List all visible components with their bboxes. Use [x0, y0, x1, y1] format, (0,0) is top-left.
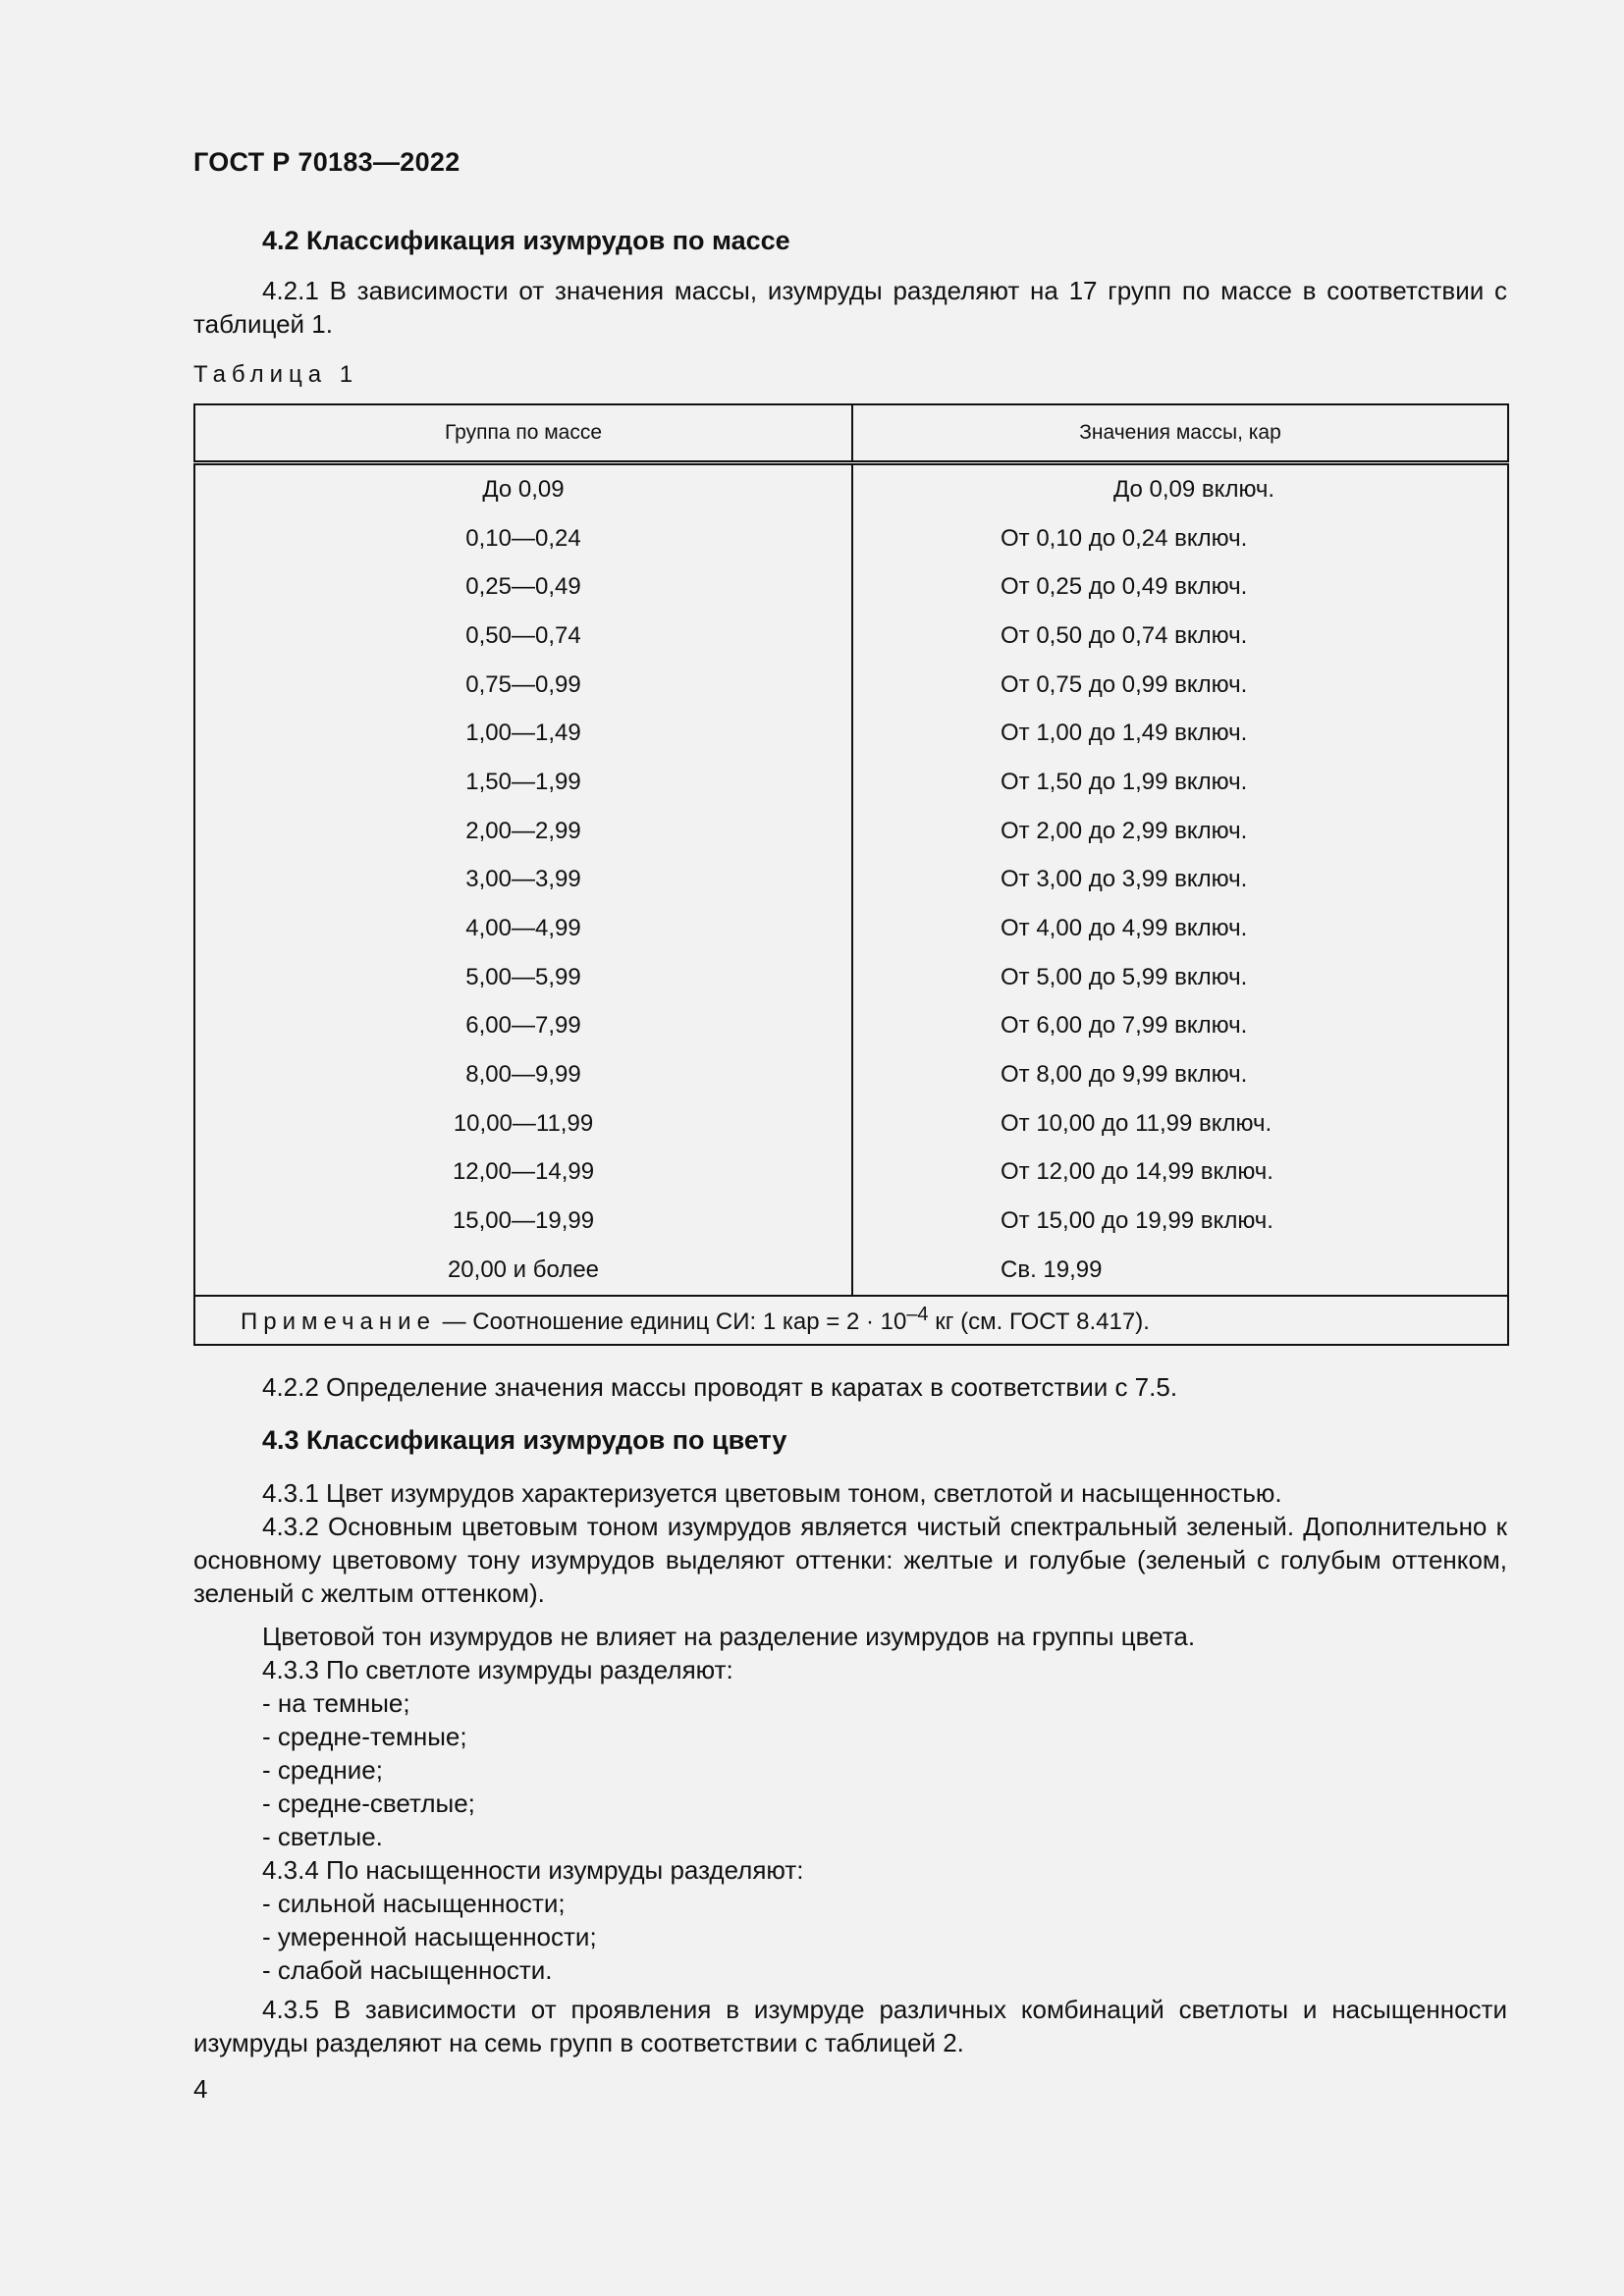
mass-group-cell: 2,00—2,99 [194, 807, 852, 856]
section-title-4-3: 4.3 Классификация изумрудов по цвету [262, 1425, 787, 1455]
lightness-item: - средне-светлые; [262, 1789, 475, 1818]
table-caption: Таблица 1 [193, 361, 359, 388]
note-text-before: — Соотношение единиц СИ: 1 кар = 2 · 10 [435, 1308, 907, 1336]
header-mass-values: Значения массы, кар [852, 404, 1508, 463]
mass-value-cell: От 3,00 до 3,99 включ. [852, 856, 1508, 905]
mass-groups-table [193, 403, 1509, 1346]
mass-value-cell: От 10,00 до 11,99 включ. [852, 1099, 1508, 1148]
mass-value-cell: От 5,00 до 5,99 включ. [852, 953, 1508, 1002]
mass-group-cell: 1,50—1,99 [194, 758, 852, 807]
lightness-item: - средне-темные; [262, 1722, 467, 1751]
mass-value-cell: От 0,50 до 0,74 включ. [852, 612, 1508, 661]
note-exponent: –4 [906, 1304, 929, 1326]
table-row [194, 463, 1508, 514]
section-title-4-2: 4.2 Классификация изумрудов по массе [262, 226, 790, 255]
mass-group-cell: 10,00—11,99 [194, 1099, 852, 1148]
mass-value-cell: От 0,75 до 0,99 включ. [852, 661, 1508, 710]
table-row [194, 904, 1508, 953]
mass-value-cell: От 1,00 до 1,49 включ. [852, 709, 1508, 758]
saturation-item: - сильной насыщенности; [262, 1889, 566, 1918]
mass-group-cell: 6,00—7,99 [194, 1002, 852, 1051]
table-row [194, 953, 1508, 1002]
table-row [194, 1050, 1508, 1099]
mass-group-cell: 5,00—5,99 [194, 953, 852, 1002]
page-number: 4 [193, 2074, 208, 2104]
mass-group-cell: До 0,09 [194, 463, 852, 514]
table-row [194, 612, 1508, 661]
table-header-row [194, 404, 1508, 463]
table-row [194, 807, 1508, 856]
table-row [194, 514, 1508, 563]
mass-value-cell: От 0,10 до 0,24 включ. [852, 514, 1508, 563]
note-label: Примечание [241, 1308, 436, 1336]
mass-group-cell: 0,10—0,24 [194, 514, 852, 563]
table-row [194, 661, 1508, 710]
mass-value-cell: От 15,00 до 19,99 включ. [852, 1197, 1508, 1246]
paragraph-4-3-3: 4.3.3 По светлоте изумруды разделяют: [262, 1655, 733, 1684]
table-row [194, 1246, 1508, 1296]
mass-value-cell: От 6,00 до 7,99 включ. [852, 1002, 1508, 1051]
mass-value-cell: От 2,00 до 2,99 включ. [852, 807, 1508, 856]
lightness-item: - на темные; [262, 1688, 410, 1718]
table-row [194, 562, 1508, 612]
mass-value-cell: От 1,50 до 1,99 включ. [852, 758, 1508, 807]
mass-value-cell: До 0,09 включ. [852, 463, 1508, 514]
lightness-item: - средние; [262, 1755, 383, 1785]
mass-group-cell: 12,00—14,99 [194, 1148, 852, 1198]
mass-group-cell: 8,00—9,99 [194, 1050, 852, 1099]
paragraph-4-3-4: 4.3.4 По насыщенности изумруды разделяют: [262, 1855, 804, 1885]
saturation-item: - слабой насыщенности. [262, 1955, 553, 1985]
mass-value-cell: От 4,00 до 4,99 включ. [852, 904, 1508, 953]
mass-group-cell: 15,00—19,99 [194, 1197, 852, 1246]
lightness-item: - светлые. [262, 1822, 383, 1851]
mass-value-cell: Св. 19,99 [852, 1246, 1508, 1296]
mass-group-cell: 1,00—1,49 [194, 709, 852, 758]
paragraph-4-3-5: 4.3.5 В зависимости от проявления в изумруде различных комбинаций светлоты и насыщенности изумруды разделяют на семь групп в соответствии с таблицей 2. [193, 1995, 1507, 2057]
table-row [194, 1148, 1508, 1198]
table-note [194, 1296, 1508, 1345]
paragraph-4-3-1: 4.3.1 Цвет изумрудов характеризуется цветовым тоном, светлотой и насыщенностью. [262, 1478, 1282, 1508]
paragraph-4-3-2: 4.3.2 Основным цветовым тоном изумрудов является чистый спектральный зеленый. Дополнительно к основному цветовому тону изумрудов выделяют оттенки: желтые и голубые (зеленый с голубым оттенком, зеленый с желтым оттенком). [193, 1512, 1507, 1608]
table-row [194, 1197, 1508, 1246]
document-header: ГОСТ Р 70183—2022 [193, 147, 460, 177]
note-text-after: кг (см. ГОСТ 8.417). [928, 1308, 1150, 1336]
saturation-item: - умеренной насыщенности; [262, 1922, 597, 1951]
paragraph-color-tone: Цветовой тон изумрудов не влияет на разделение изумрудов на группы цвета. [262, 1622, 1196, 1651]
mass-group-cell: 0,75—0,99 [194, 661, 852, 710]
table-row [194, 856, 1508, 905]
mass-group-cell: 20,00 и более [194, 1246, 852, 1296]
table-note-row [194, 1296, 1508, 1345]
table-row [194, 758, 1508, 807]
table-row [194, 709, 1508, 758]
mass-group-cell: 4,00—4,99 [194, 904, 852, 953]
paragraph-4-2-1: 4.2.1 В зависимости от значения массы, изумруды разделяют на 17 групп по массе в соответствии с таблицей 1. [193, 276, 1507, 339]
mass-value-cell: От 8,00 до 9,99 включ. [852, 1050, 1508, 1099]
mass-group-cell: 0,25—0,49 [194, 562, 852, 612]
mass-group-cell: 0,50—0,74 [194, 612, 852, 661]
mass-group-cell: 3,00—3,99 [194, 856, 852, 905]
mass-value-cell: От 0,25 до 0,49 включ. [852, 562, 1508, 612]
table-row [194, 1099, 1508, 1148]
header-mass-group: Группа по массе [194, 404, 852, 463]
mass-value-cell: От 12,00 до 14,99 включ. [852, 1148, 1508, 1198]
paragraph-4-2-2: 4.2.2 Определение значения массы проводят в каратах в соответствии с 7.5. [262, 1372, 1178, 1402]
table-row [194, 1002, 1508, 1051]
